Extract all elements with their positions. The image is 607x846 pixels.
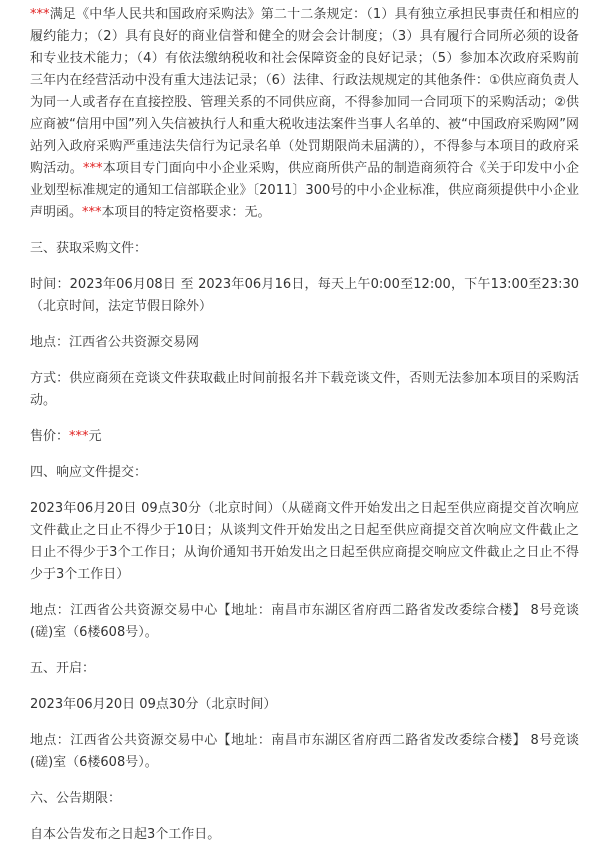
highlight-marker: *** — [30, 7, 50, 22]
opening-location: 地点：江西省公共资源交易中心【地址：南昌市东湖区省府西二路省发改委综合楼】 8号竞谈(磋)室（6楼608号）。 — [30, 733, 579, 770]
intro-text-segment: 本项目专门面向中小企业采购，供应商所供产品的制造商须符合《关于印发中小企业划型标准规定的通知工信部联企业》〔2011〕300号的中小企业标准，供应商须提供中小企业声明函。 — [30, 161, 579, 220]
document-price — [30, 426, 579, 448]
highlight-marker: *** — [82, 161, 103, 176]
opening-time: 2023年06月20日 09点30分（北京时间） — [30, 697, 277, 712]
section-5-heading: 五、开启： — [30, 661, 96, 676]
section-4-heading: 四、响应文件提交： — [30, 465, 148, 480]
announcement-period: 自本公告发布之日起3个工作日。 — [30, 827, 221, 842]
document-acquisition-method: 方式：供应商须在竞谈文件获取截止时间前报名并下载竞谈文件，否则无法参加本项目的采购活动。 — [30, 371, 579, 408]
intro-text-segment: 满足《中华人民共和国政府采购法》第二十二条规定：（1）具有独立承担民事责任和相应的履约能力；（2）具有良好的商业信誉和健全的财会会计制度；（3）具有履行合同所必须的设备和专业技术能力；（4）有依法缴纳税收和社会保障资金的良好记录；（5）参加本次政府采购前三年内在经营活动中没有重大违法记录；（6）法律、行政法规规定的其他条件：①供应商负责人为同一人或者存在直接控股、管理关系的不同供应商，不得参加同一合同项下的采购活动；②供应商被“信用中国”列入失信被执行人和重大税收违法案件当事人名单的、被“中国政府采购网”网站列入政府采购严重违法失信行为记录名单（处罚期限尚未届满的），不得参与本项目的政府采购活动。 — [30, 7, 579, 176]
intro-text-segment: 本项目的特定资格要求：无。 — [101, 205, 271, 220]
price-value: *** — [69, 429, 89, 444]
submission-time: 2023年06月20日 09点30分（北京时间）（从磋商文件开始发出之日起至供应商提交首次响应文件截止之日止不得少于10日；从谈判文件开始发出之日起至供应商提交首次响应文件截止之日止不得少于3个工作日；从询价通知书开始发出之日起至供应商提交响应文件截止之日止不得少于3个工作日） — [30, 501, 579, 582]
section-3-heading: 三、获取采购文件： — [30, 241, 148, 256]
price-label: 售价： — [30, 429, 70, 444]
highlight-marker: *** — [82, 205, 102, 220]
price-unit: 元 — [88, 429, 102, 444]
document-acquisition-time: 时间：2023年06月08日 至 2023年06月16日，每天上午0:00至12:00，下午13:00至23:30（北京时间，法定节假日除外） — [30, 277, 579, 314]
document-acquisition-location: 地点：江西省公共资源交易网 — [30, 335, 200, 350]
submission-location: 地点：江西省公共资源交易中心【地址：南昌市东湖区省府西二路省发改委综合楼】 8号竞谈(磋)室（6楼608号）。 — [30, 603, 579, 640]
qualification-requirements-paragraph — [30, 4, 579, 224]
section-6-heading: 六、公告期限： — [30, 791, 122, 806]
